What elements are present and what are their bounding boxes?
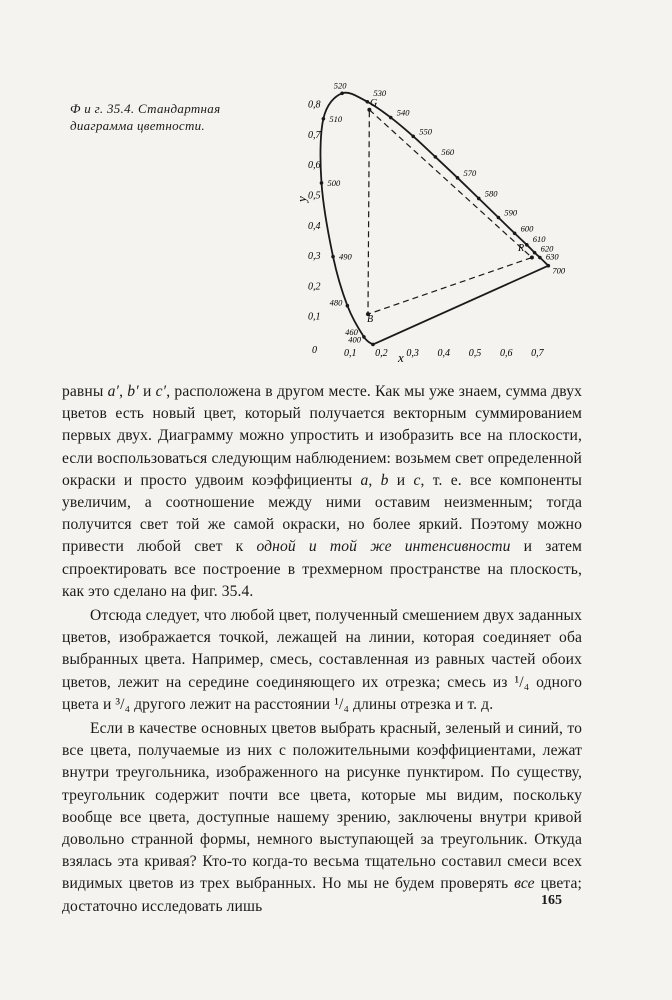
- wavelength-label-610: 610: [532, 233, 546, 244]
- text-run: c: [413, 471, 421, 489]
- text-run: цвета; достаточно исследовать лишь: [62, 875, 582, 915]
- wavelength-label-510: 510: [329, 113, 343, 124]
- text-run: a′: [107, 383, 120, 400]
- paragraph-2: [62, 605, 582, 716]
- text-run: и: [138, 383, 156, 400]
- text-run: Если в качестве основных цветов выбрать красный, зеленый и синий, то все цвета, получаемые из них с положительными коэффициентами, лежат внутри треугольника, изображенного на рисунке пунктиром. По существу, треугольник содержит почти все цвета, которые мы видим, поскольку вообще все цвета, доступные нашему зрению, заключены внутри кривой довольно странной формы, немного выступающей за треугольник. Откуда взялась эта кривая? Кто-то когда-то весьма тщательно составил смеси всех видимых цветов из трех выбранных. Но мы не будем проверять: [62, 720, 582, 893]
- x-tick-label: 0,1: [343, 348, 357, 359]
- y-axis-label: y: [294, 196, 309, 202]
- text-run: одной и той же интенсивности: [256, 538, 511, 556]
- y-tick-label: 0,5: [308, 190, 321, 202]
- text-run: c′: [155, 383, 167, 400]
- paragraph-1: [62, 381, 582, 603]
- x-axis-label: x: [398, 350, 404, 365]
- body-text: [62, 381, 582, 918]
- wavelength-label-460: 460: [345, 326, 358, 337]
- origin-label: 0: [312, 345, 317, 356]
- wavelength-label-580: 580: [484, 188, 498, 199]
- paragraph-3: [62, 718, 582, 918]
- wavelength-label-570: 570: [463, 167, 477, 178]
- wavelength-label-630: 630: [545, 251, 559, 262]
- wavelength-label-480: 480: [329, 297, 343, 308]
- text-run: ,: [368, 471, 381, 489]
- wavelength-label-530: 530: [373, 87, 387, 98]
- caption-line-1: Ф и г. 35.4. Стандартная: [70, 101, 221, 116]
- text-run: и затем спроектировать все построение в трехмерном пространстве на плоскость, как это сделано на фиг. 35.4.: [62, 538, 582, 600]
- wavelength-label-550: 550: [419, 126, 432, 137]
- x-tick-label: 0,6: [499, 348, 513, 359]
- x-tick-label: 0,3: [406, 348, 419, 359]
- wavelength-label-540: 540: [396, 107, 410, 118]
- wavelength-label-590: 590: [504, 207, 518, 218]
- text-run: , т. е. все компоненты увеличим, а соотношение между ними оставим неизменным; тогда получится свет той же самой окраски, но более яркий. Поэтому можно привести любой свет к: [62, 471, 582, 556]
- y-tick-label: 0,4: [308, 220, 321, 232]
- text-run: Отсюда следует, что любой цвет, полученный смешением двух заданных цветов, изображается точкой, лежащей на линии, которая соединяет оба выбранных цвета. Например, смесь, составленная из равных частей обоих цветов, лежит на середине соединяющего их отрезка; смесь из ¹/₄ одного цвета и ³/₄ другого лежит на расстоянии ¹/₄ длины отрезка и т. д.: [62, 607, 582, 713]
- y-tick-label: 0,7: [308, 129, 321, 141]
- text-run: равны: [62, 383, 108, 400]
- y-tick-label: 0,8: [308, 99, 321, 111]
- text-run: b′: [127, 383, 139, 400]
- text-run: b: [380, 471, 389, 489]
- y-tick-label: 0,6: [308, 160, 321, 172]
- primary-label-g: G: [370, 98, 378, 109]
- y-tick-label: 0,1: [308, 311, 321, 323]
- wavelength-label-490: 490: [339, 251, 352, 262]
- x-tick-label: 0,7: [531, 348, 544, 359]
- wavelength-label-560: 560: [441, 146, 455, 157]
- chromaticity-diagram: [290, 68, 570, 368]
- wavelength-label-620: 620: [540, 243, 554, 254]
- spectral-locus-curve: [320, 93, 548, 345]
- wavelength-label-500: 500: [327, 177, 341, 188]
- caption-line-2: диаграмма цветности.: [70, 118, 205, 133]
- wavelength-label-400: 400: [348, 334, 361, 345]
- y-tick-label: 0,3: [308, 251, 321, 263]
- text-run: и: [388, 471, 414, 489]
- wavelength-label-520: 520: [333, 80, 347, 91]
- primary-label-r: R: [518, 243, 525, 254]
- text-run: ,: [119, 383, 128, 400]
- y-tick-label: 0,2: [308, 281, 321, 293]
- wavelength-label-600: 600: [520, 223, 534, 234]
- text-run: a: [360, 471, 369, 489]
- text-run: , расположена в другом месте. Как мы уже знаем, сумма двух цветов есть новый цвет, который получается векторным суммированием первых двух. Диаграмму можно упростить и изобразить все на плоскости, если воспользоваться следующим наблюдением: возьмем свет определенной окраски и просто удвоим коэффициенты: [62, 383, 582, 489]
- x-tick-label: 0,4: [437, 348, 451, 359]
- wavelength-label-700: 700: [552, 265, 566, 276]
- primary-label-b: B: [367, 314, 374, 325]
- x-tick-label: 0,5: [468, 348, 482, 359]
- text-run: все: [514, 875, 535, 893]
- x-tick-label: 0,2: [375, 348, 388, 359]
- figure-caption: [70, 100, 300, 134]
- page-number: 165: [541, 893, 562, 908]
